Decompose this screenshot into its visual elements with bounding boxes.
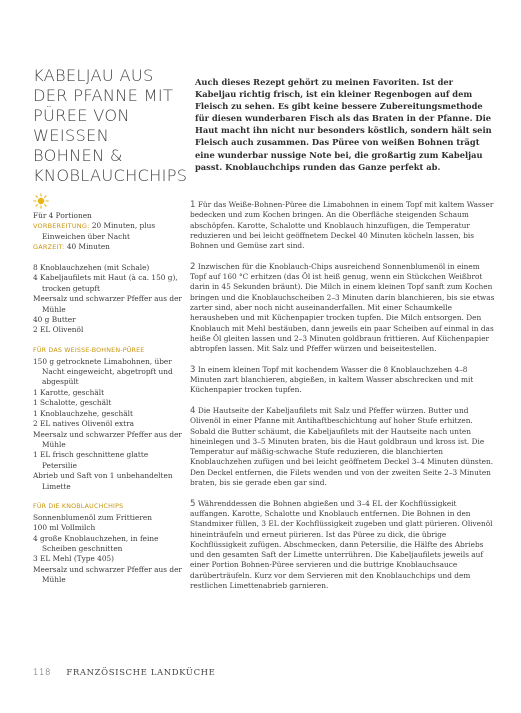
ingredient-item: 1 Schalotte, geschält [33,398,112,408]
ingredient-item: Meersalz und schwarzer Pfeffer aus der Mühle [33,429,182,449]
step-3 [190,365,498,396]
page-number: 118 [33,668,52,678]
step-text: Die Hautseite der Kabeljaufilets mit Salz und Pfeffer würzen. Butter und Olivenöl in einer Pfanne mit Antihaftbeschichtung auf hoher Stufe erhitzen. Sobald die Butter schäumt, die Kabeljaufilets mit der Hautseite nach unten hineinlegen und 3–5 Minuten braten, bis die Haut goldbraun und kross ist. Die Temperatur auf mäßig-schwache Stufe reduzieren, die blanchierten Knoblauchzehen zufügen und bei leicht geöffnetem Deckel 3–4 Minuten dünsten. Den Deckel entfernen, die Filets wenden und von der zweiten Seite 2–3 Minuten braten, bis sie gerade eben gar sind. [190,405,494,488]
step-number: 4 [190,405,196,416]
ingredient-item: Meersalz und schwarzer Pfeffer aus der Mühle [33,294,182,314]
prep-time [33,221,183,242]
chips-heading: FÜR DIE KNOBLAUCHCHIPS [33,503,124,511]
step-5 [190,499,498,592]
ingredient-item: 2 EL Olivenöl [33,325,84,335]
page-footer [33,668,216,678]
servings: Für 4 Portionen [33,211,92,220]
recipe-title: KABELJAU AUS DER PFANNE MIT PÜREE VON WEISSEN BOHNEN & KNOBLAUCHCHIPS [33,66,188,185]
step-2 [190,262,498,355]
ingredient-item: 4 Kabeljaufilets mit Haut (à ca. 150 g), trocken getupft [33,273,178,293]
ingredient-item: 2 EL natives Olivenöl extra [33,419,134,429]
puree-heading: FÜR DAS WEISSE-BOHNEN-PÜREE [33,347,145,355]
step-number: 2 [190,261,196,272]
sun-icon [33,193,49,209]
cook-time [33,242,183,252]
ingredient-item: 8 Knoblauchzehen (mit Schale) [33,263,150,273]
step-text: In einem kleinen Topf mit kochendem Wasser die 8 Knoblauchzehen 4–8 Minuten zart blanchieren, abgießen, in kaltem Wasser abschrecken und mit Küchenpapier trocken tupfen. [190,364,474,395]
ingredient-item: 100 ml Vollmilch [33,523,96,533]
step-number: 5 [190,498,196,509]
recipe-intro: Auch dieses Rezept gehört zu meinen Favoriten. Ist der Kabeljau richtig frisch, ist ein kleiner Regenbogen auf dem Fleisch zu sehen. Es gibt keine bessere Zubereitungsmethode für diesen wunderbaren Fisch als das Braten in der Pfanne. Die Haut macht ihn nicht nur besonders köstlich, sondern hält sein Fleisch auch zusammen. Das Püree von weißen Bohnen trägt eine wunderbar nussige Note bei, die großartig zum Kabeljau passt. Knoblauchchips runden das Ganze perfekt ab. [195,77,492,172]
ingredient-item: 1 Knoblauchzehe, geschält [33,408,133,418]
step-text: Währenddessen die Bohnen abgießen und 3–4 EL der Kochflüssigkeit auffangen. Karotte, Schalotte und Knoblauch entfernen. Die Bohnen in den Standmixer füllen, 3 EL der Kochflüssigkeit zugeben und glatt pürieren. Olivenöl hineinträufeln und erneut pürieren. Ist das Püree zu dick, die übrige Kochflüssigkeit zufügen. Abschmecken, dann Petersilie, die Hälfte des Abriebs und den gesamten Saft der Limette unterrühren. Die Kabeljaufilets jeweils auf einer Portion Bohnen-Püree servieren und die buttrige Knoblauchsauce darüberträufeln. Kurz vor dem Servieren mit den Knoblauchchips und dem restlichen Limettenabrieb garnieren. [190,498,493,590]
ingredient-item: 3 EL Mehl (Type 405) [33,554,115,564]
ingredients-sidebar [33,211,183,586]
ingredient-item: Abrieb und Saft von 1 unbehandelten Limette [33,471,173,491]
ingredient-item: 150 g getrocknete Limabohnen, über Nacht eingeweicht, abgetropft und abgespült [33,356,173,387]
section-title: FRANZÖSISCHE LANDKÜCHE [66,668,216,678]
step-text: Inzwischen für die Knoblauch-Chips ausreichend Sonnenblumenöl in einem Topf auf 160 °C erhitzen (das Öl ist heiß genug, wenn ein Stückchen Weißbrot darin in 45 Sekunden bräunt). Die Milch in einem kleinen Topf sanft zum Kochen bringen und die Knoblauchscheiben 2–3 Minuten darin blanchieren, bis sie etwas zarter sind, aber noch nicht auseinanderfallen. Mit einer Schaumkelle herausheben und mit Küchenpapier trocken tupfen. Die Milch entsorgen. Den Knoblauch mit Mehl bestäuben, dann jeweils ein paar Scheiben auf einmal in das heiße Öl gleiten lassen und 2–3 Minuten goldbraun frittieren. Auf Küchenpapier abtropfen lassen. Mit Salz und Pfeffer würzen und beiseitestellen. [190,261,495,354]
cook-value: 40 Minuten [66,242,110,252]
cook-label: GARZEIT: [33,243,65,252]
step-1 [190,200,498,251]
step-text: Für das Weiße-Bohnen-Püree die Limabohnen in einem Topf mit kaltem Wasser bedecken und zum Kochen bringen. An die Oberfläche steigenden Schaum abschöpfen. Karotte, Schalotte und Knoblauch hinzufügen, die Temperatur reduzieren und bei leicht geöffnetem Deckel 40 Minuten köcheln lassen, bis Bohnen und Gemüse zart sind. [190,200,494,251]
method-steps [190,200,498,602]
step-number: 3 [190,364,196,375]
step-4 [190,406,498,488]
prep-label: VORBEREITUNG: [33,222,90,231]
ingredient-item: Meersalz und schwarzer Pfeffer aus der Mühle [33,564,182,585]
ingredient-item: 4 große Knoblauchzehen, in feine Scheiben geschnitten [33,533,159,553]
ingredient-item: Sonnenblumenöl zum Frittieren [33,512,152,522]
step-number: 1 [190,200,196,210]
prep-value: 20 Minuten, plus Einweichen über Nacht [42,221,156,241]
ingredient-item: 1 EL frisch geschnittene glatte Petersilie [33,450,149,470]
ingredient-item: 40 g Butter [33,315,76,325]
ingredient-item: 1 Karotte, geschält [33,387,105,397]
